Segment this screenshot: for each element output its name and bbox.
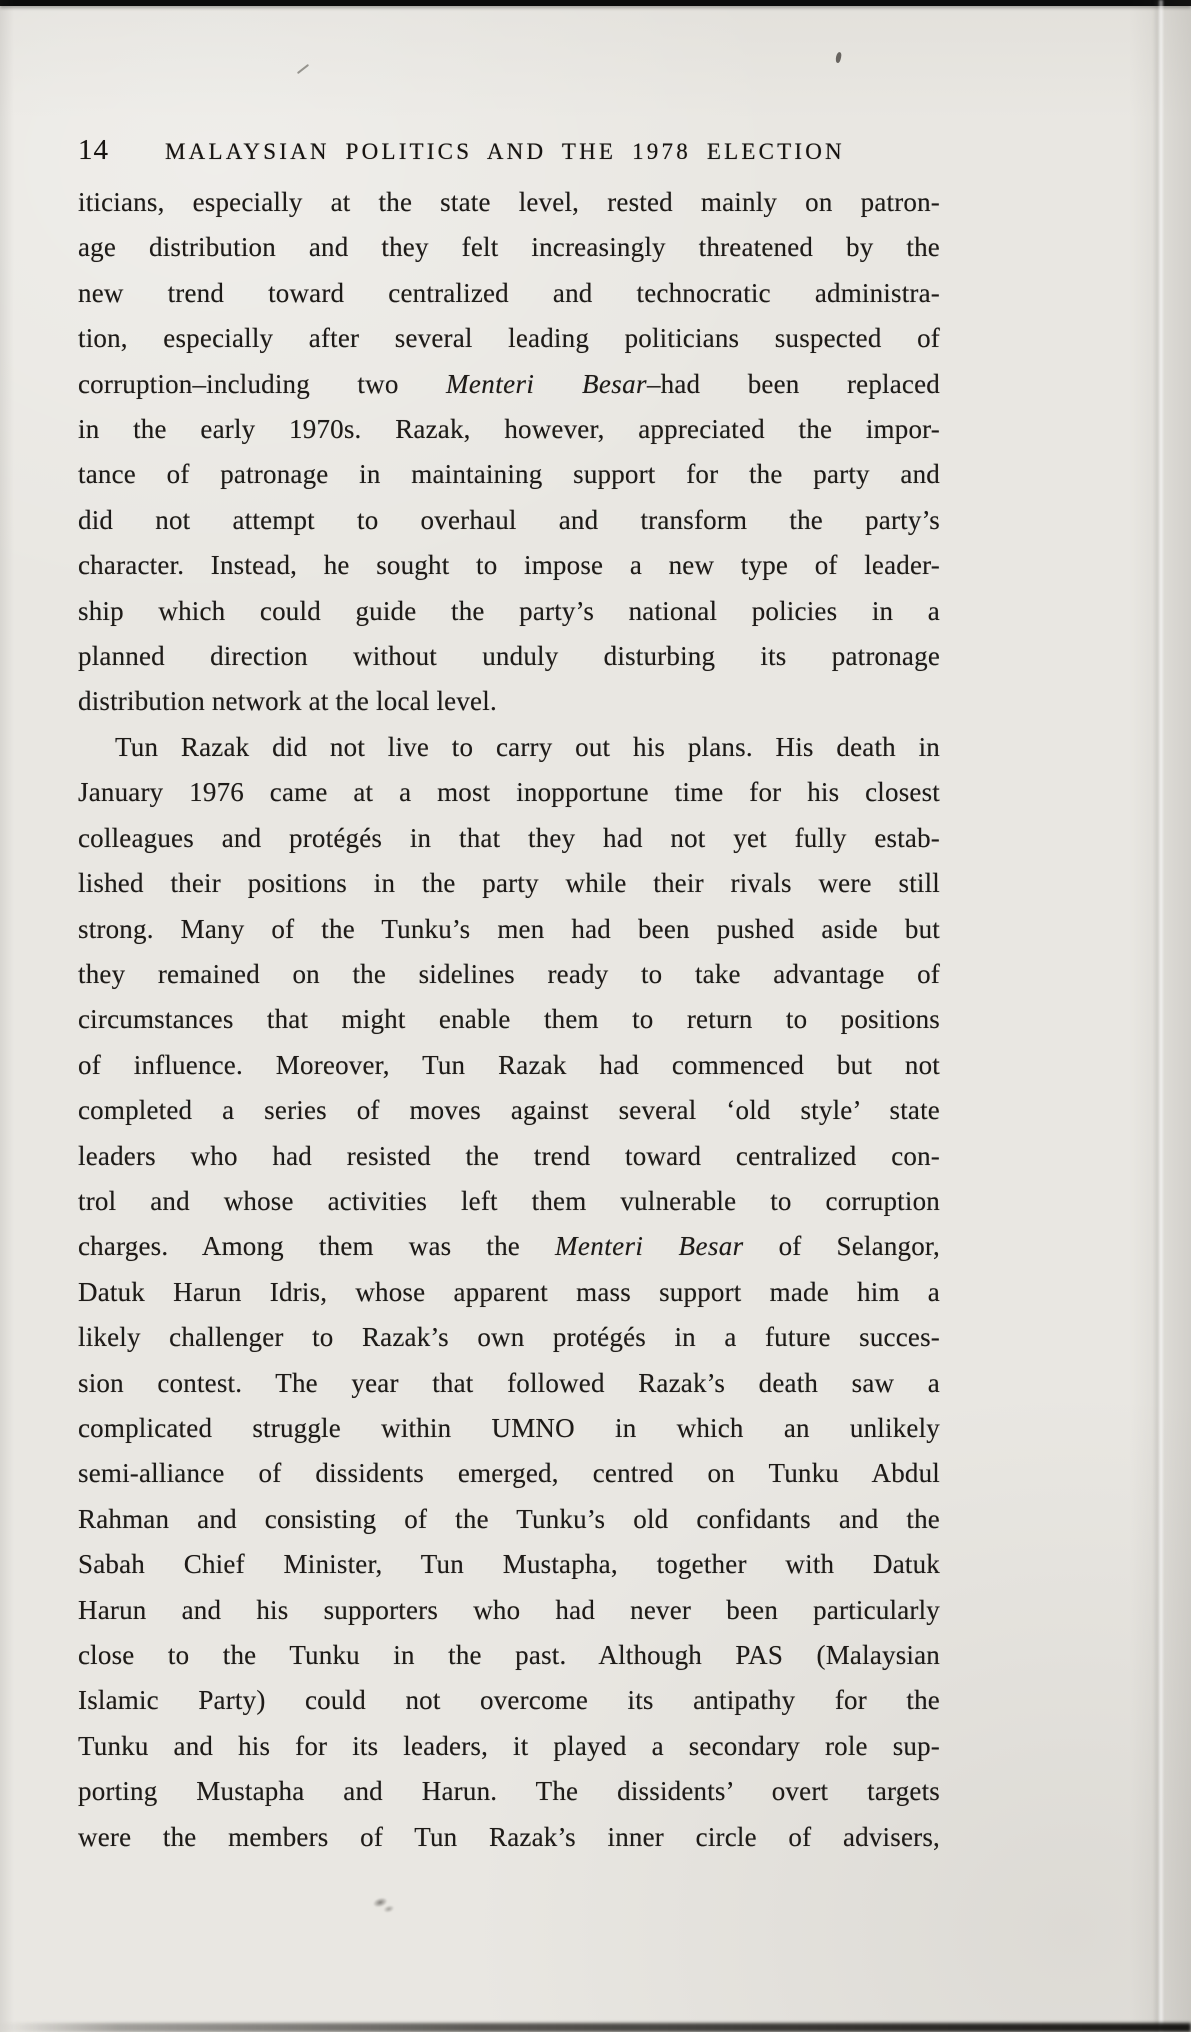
paragraph — [78, 725, 940, 1860]
text-line — [78, 271, 940, 316]
paragraph — [78, 180, 940, 725]
text-segment: likely challenger to Razak’s own protégés in a future succes- — [78, 1322, 940, 1353]
text-line — [78, 543, 940, 588]
text-segment: tion, especially after several leading politicians suspected of — [78, 323, 940, 354]
text-line — [78, 725, 940, 770]
body-text — [78, 180, 940, 1860]
text-segment: new trend toward centralized and technocratic administra- — [78, 277, 940, 308]
text-line — [78, 1406, 940, 1451]
text-line — [78, 907, 940, 952]
text-segment: Datuk Harun Idris, whose apparent mass support made him a — [78, 1276, 940, 1307]
text-line — [78, 861, 940, 906]
text-segment: close to the Tunku in the past. Although PAS (Malaysian — [78, 1640, 940, 1670]
text-line — [78, 634, 940, 679]
text-segment: sion contest. The year that followed Razak’s death saw a — [78, 1367, 940, 1398]
text-segment: age distribution and they felt increasingly threatened by the — [78, 232, 940, 263]
text-segment: charges. Among them was the — [78, 1231, 556, 1262]
page-crease — [1159, 0, 1163, 2032]
text-line — [78, 1542, 940, 1587]
text-line — [78, 816, 940, 861]
text-segment: Tun Razak did not live to carry out his plans. His death in — [115, 731, 940, 762]
text-segment: Tunku and his for its leaders, it played a secondary role sup- — [78, 1730, 940, 1761]
text-line — [78, 1134, 940, 1179]
text-line — [78, 770, 940, 815]
text-segment: lished their positions in the party while their rivals were still — [78, 868, 940, 899]
text-line — [78, 1724, 940, 1769]
scan-edge-bottom-artifact — [0, 2023, 1191, 2032]
text-segment: January 1976 came at a most inopportune time for his closest — [78, 777, 940, 808]
running-head — [78, 134, 942, 167]
text-segment: they remained on the sidelines ready to take advantage of — [78, 958, 940, 989]
text-line — [78, 1497, 940, 1542]
text-line — [78, 952, 940, 997]
text-line — [78, 1088, 940, 1133]
text-segment: of influence. Moreover, Tun Razak had commenced but not — [78, 1049, 940, 1080]
text-segment: trol and whose activities left them vulnerable to corruption — [78, 1185, 940, 1216]
page-number: 14 — [78, 134, 109, 166]
text-segment: distribution network at the local level. — [78, 686, 497, 717]
text-segment: Rahman and consisting of the Tunku’s old confidants and the — [78, 1503, 940, 1534]
scan-speck-artifact — [835, 52, 843, 64]
text-line — [78, 1588, 940, 1633]
text-segment: leaders who had resisted the trend toward centralized con- — [78, 1140, 940, 1171]
text-line — [78, 180, 940, 225]
text-line — [78, 1678, 940, 1723]
page-left-edge-shade — [0, 0, 14, 2032]
text-segment: strong. Many of the Tunku’s men had been pushed aside but — [78, 913, 940, 944]
text-segment: complicated struggle within UMNO in which an unlikely — [78, 1412, 940, 1443]
text-line — [78, 1224, 940, 1269]
scan-edge-top-artifact — [0, 0, 1191, 6]
text-line — [78, 1270, 940, 1315]
text-segment: porting Mustapha and Harun. The dissidents’ overt targets — [78, 1776, 940, 1807]
text-segment: in the early 1970s. Razak, however, appreciated the impor- — [78, 414, 940, 445]
text-segment: Sabah Chief Minister, Tun Mustapha, together with Datuk — [78, 1549, 940, 1580]
text-line — [78, 1315, 940, 1360]
text-line — [78, 452, 940, 497]
text-segment: Islamic Party) could not overcome its antipathy for the — [78, 1685, 940, 1716]
text-line — [78, 589, 940, 634]
text-segment: semi-alliance of dissidents emerged, centred on Tunku Abdul — [78, 1458, 940, 1489]
italic-text-segment: Menteri Besar — [555, 1231, 744, 1262]
text-segment: of Selangor, — [743, 1231, 940, 1262]
ink-smudge-artifact — [367, 1889, 401, 1920]
text-segment: corruption–including two — [78, 368, 447, 399]
text-line — [78, 498, 940, 543]
text-line — [78, 316, 940, 361]
text-segment: planned direction without unduly disturbing its patronage — [78, 641, 940, 672]
italic-text-segment: Menteri Besar — [446, 368, 647, 399]
text-line — [78, 1815, 940, 1860]
scan-speck-artifact — [297, 64, 309, 74]
text-line — [78, 997, 940, 1042]
text-segment: –had been replaced — [646, 368, 940, 399]
text-line — [78, 1769, 940, 1814]
text-segment: iticians, especially at the state level, rested mainly on patron- — [78, 187, 940, 217]
text-segment: ship which could guide the party’s national policies in a — [78, 595, 940, 626]
running-header-title: MALAYSIAN POLITICS AND THE 1978 ELECTION — [165, 139, 845, 164]
text-segment: Harun and his supporters who had never been particularly — [78, 1594, 940, 1625]
text-line — [78, 1633, 940, 1678]
text-segment: did not attempt to overhaul and transform the party’s — [78, 504, 940, 535]
text-segment: were the members of Tun Razak’s inner circle of advisers, — [78, 1821, 940, 1852]
text-segment: completed a series of moves against several ‘old style’ state — [78, 1095, 940, 1126]
text-line — [78, 407, 940, 452]
text-line — [78, 1179, 940, 1224]
text-segment: character. Instead, he sought to impose a new type of leader- — [78, 550, 940, 581]
text-line — [78, 1451, 940, 1496]
text-line — [78, 679, 940, 724]
text-line — [78, 1043, 940, 1088]
text-segment: circumstances that might enable them to return to positions — [78, 1004, 940, 1035]
text-line — [78, 362, 940, 407]
text-segment: colleagues and protégés in that they had not yet fully estab- — [78, 822, 940, 853]
text-line — [78, 1361, 940, 1406]
text-line — [78, 225, 940, 270]
text-segment: tance of patronage in maintaining support for the party and — [78, 459, 940, 490]
